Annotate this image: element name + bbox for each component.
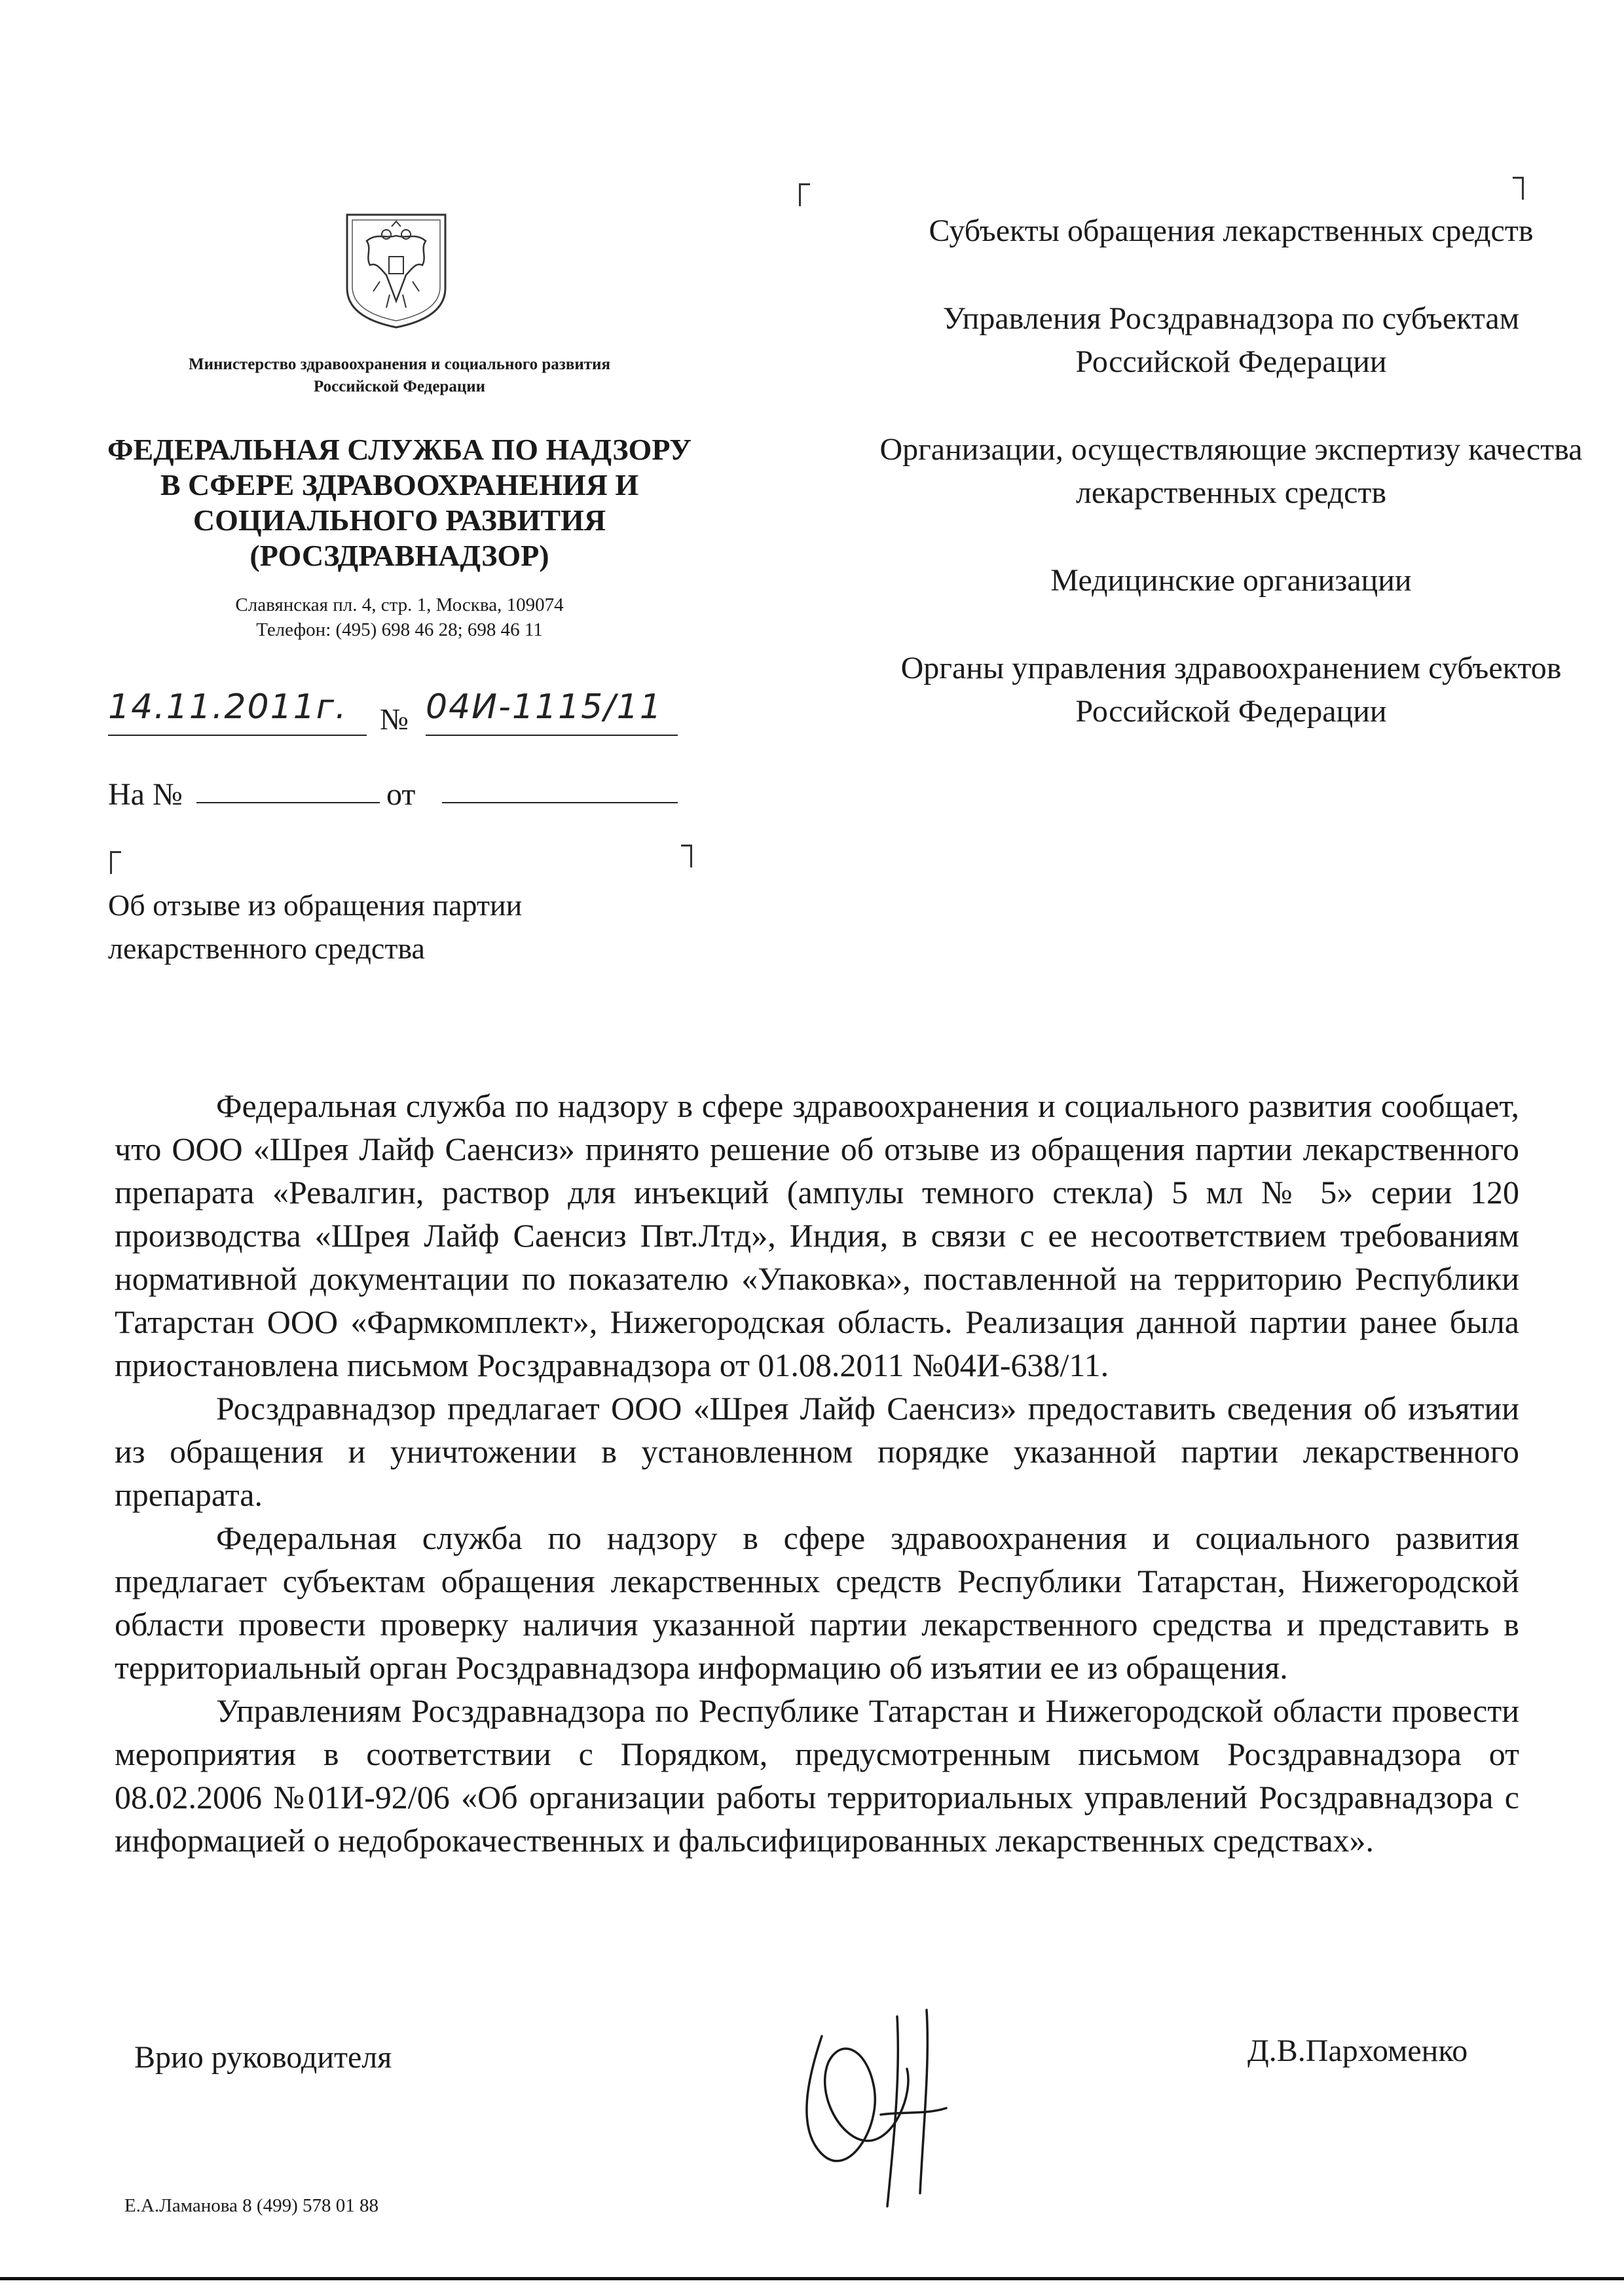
recipients-list xyxy=(877,210,1585,778)
phone-line: Телефон: (495) 698 46 28; 698 46 11 xyxy=(256,619,543,640)
body-paragraph: Управлениям Росздравнадзора по Республике Татарстан и Нижегородской области провести мероприятия в соответствии с Порядком, предусмотренным письмом Росздравнадзора от 08.02.2006 №01И-92/06 «Об организации работы территориальных управлений Росздравнадзора с информацией о недоброкачественных и фальсифицированных лекарственных средствах». xyxy=(115,1692,1519,1859)
date-field xyxy=(108,687,367,736)
ref-number-label: На № xyxy=(108,777,183,812)
recipient: Субъекты обращения лекарственных средств xyxy=(929,213,1534,248)
number-label: № xyxy=(380,702,409,736)
body-paragraph: Федеральная служба по надзору в сфере здравоохранения и социального развития предлагает субъектам обращения лекарственных средств Республики Татарстан, Нижегородской области провести проверку наличия указанной партии лекарственного средства и представить в территориальный орган Росздравнадзора информацию об изъятии ее из обращения. xyxy=(115,1520,1519,1686)
corner-mark xyxy=(681,845,692,867)
body-paragraph: Федеральная служба по надзору в сфере здравоохранения и социального развития сообщает, что ООО «Шрея Лайф Саенсиз» принято решение об отзыве из обращения партии лекарственного препарата «Ревалгин, раствор для инъекций (ампулы темного стекла) 5 мл № 5» серии 120 производства «Шрея Лайф Саенсиз Пвт.Лтд», Индия, в связи с ее несоответствием требованиям нормативной документации по показателю «Упаковка», поставленной на территорию Республики Татарстан ООО «Фармкомплект», Нижегородская область. Реализация данной партии ранее была приостановлена письмом Росздравнадзора от 01.08.2011 №04И-638/11. xyxy=(115,1087,1519,1383)
handwritten-signature xyxy=(783,1997,959,2226)
corner-mark xyxy=(799,183,810,206)
address-block xyxy=(144,592,655,642)
ref-from-label: от xyxy=(386,777,416,812)
page-bottom-rule xyxy=(0,2277,1624,2280)
body-paragraph: Росздравнадзор предлагает ООО «Шрея Лайф Саенсиз» предоставить сведения об изъятии из обращения и уничтожении в установленном порядке указанной партии лекарственного препарата. xyxy=(115,1390,1519,1513)
service-name: ФЕДЕРАЛЬНАЯ СЛУЖБА ПО НАДЗОРУ В СФЕРЕ ЗДРАВООХРАНЕНИЯ И СОЦИАЛЬНОГО РАЗВИТИЯ (РОСЗДРАВНАДЗОР) xyxy=(107,433,692,572)
registration-number: 04И-1115/11 xyxy=(426,687,663,727)
ministry-name: Министерство здравоохранения и социального развития Российской Федерации xyxy=(189,355,610,395)
recipient: Управления Росздравнадзора по субъектам Российской Федерации xyxy=(942,301,1520,379)
number-field xyxy=(426,687,678,736)
recipient: Медицинские организации xyxy=(1050,563,1412,598)
corner-mark xyxy=(1513,177,1524,200)
executor-contact: Е.А.Ламанова 8 (499) 578 01 88 xyxy=(124,2195,378,2216)
address-line: Славянская пл. 4, стр. 1, Москва, 109074 xyxy=(235,594,564,615)
recipient: Органы управления здравоохранением субъектов Российской Федерации xyxy=(900,651,1562,729)
signatory-title: Врио руководителя xyxy=(134,2040,392,2075)
letter-body xyxy=(115,1084,1519,1862)
ref-from-blank xyxy=(442,802,678,803)
coat-of-arms-icon xyxy=(341,210,452,331)
ref-number-blank xyxy=(196,802,380,803)
recipient: Организации, осуществляющие экспертизу качества лекарственных средств xyxy=(879,432,1583,510)
corner-mark xyxy=(110,851,121,874)
letter-subject: Об отзыве из обращения партии лекарственного средства xyxy=(108,888,523,965)
signatory-name: Д.В.Пархоменко xyxy=(1247,2033,1468,2068)
registration-date: 14.11.2011г. xyxy=(108,687,348,727)
